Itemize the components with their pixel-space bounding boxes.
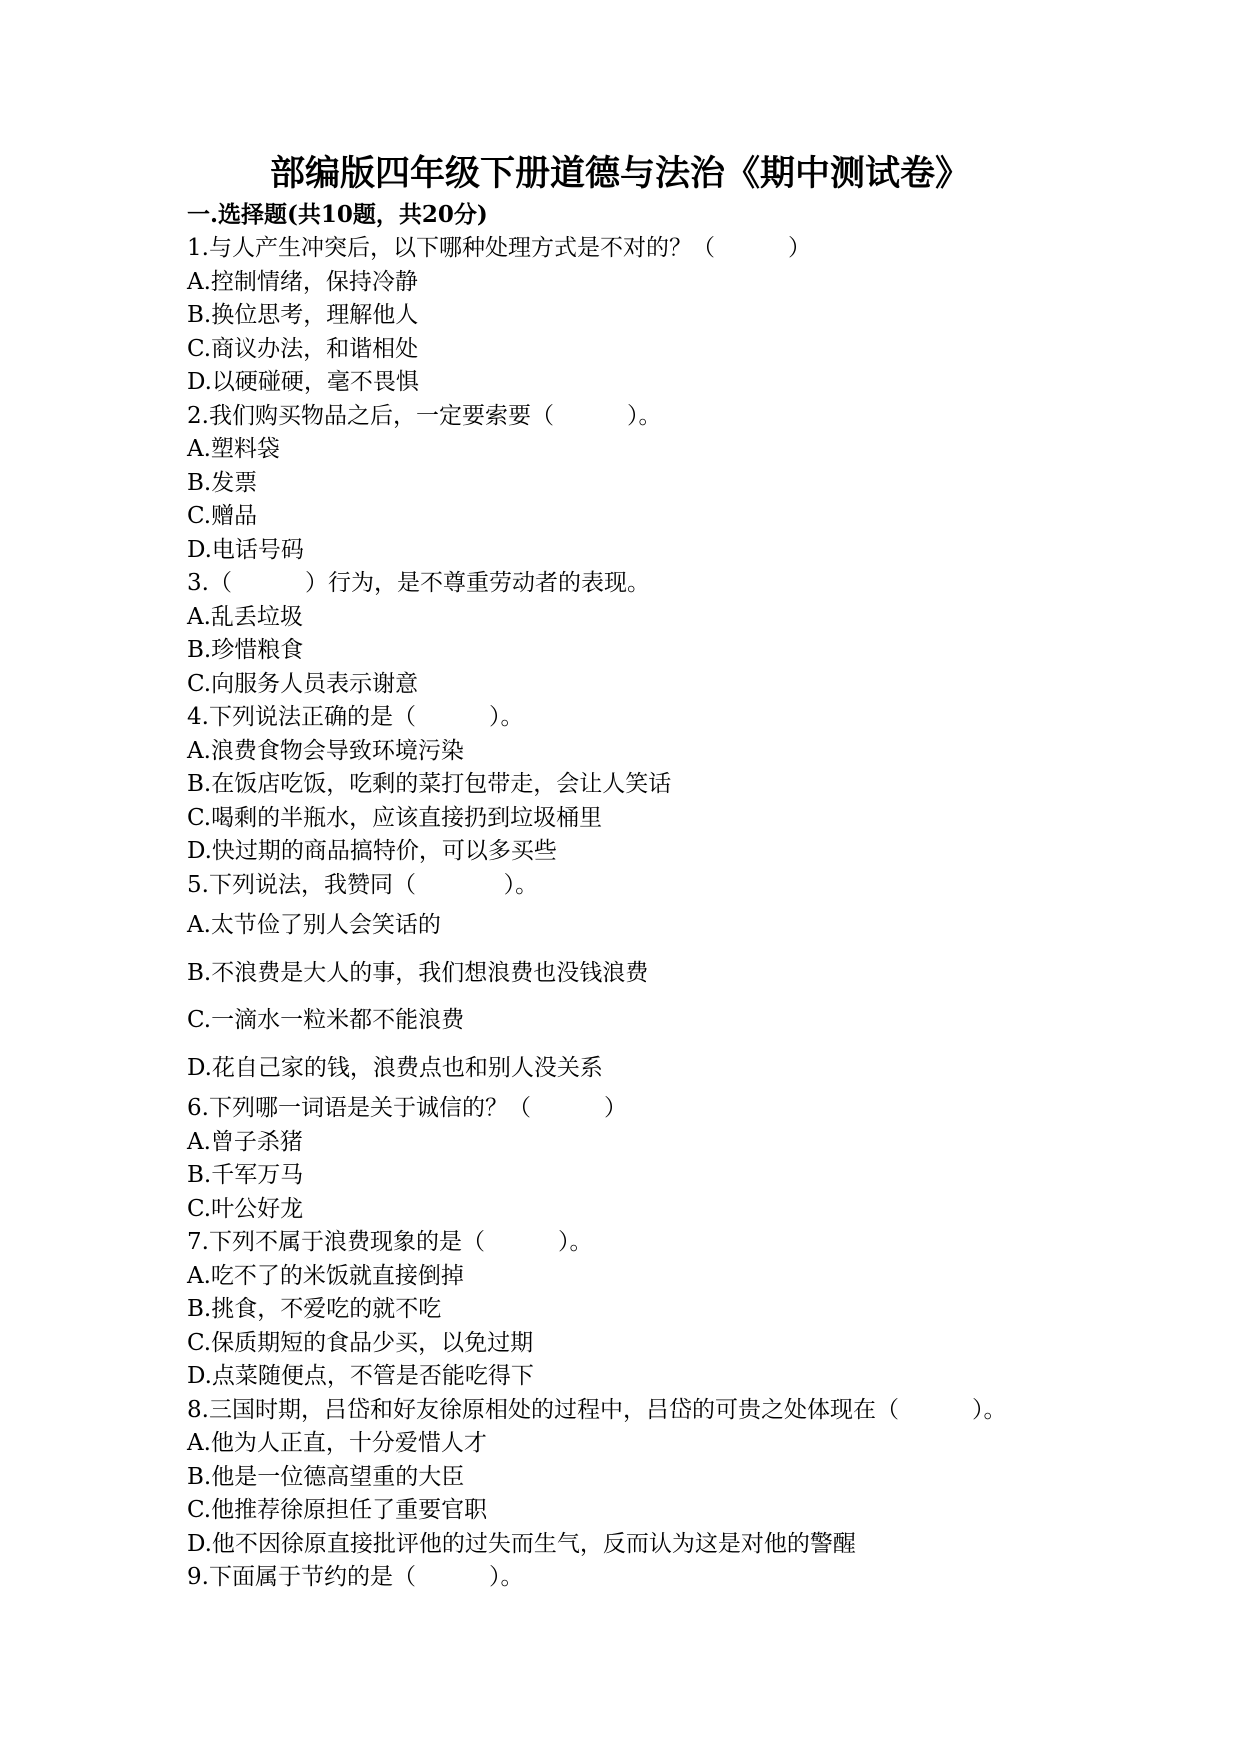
option-d: D.点菜随便点，不管是否能吃得下 [187, 1363, 534, 1389]
question-stem: 8.三国时期，吕岱和好友徐原相处的过程中，吕岱的可贵之处体现在（ ）。 [187, 1396, 1007, 1423]
page-title: 部编版四年级下册道德与法治《期中测试卷》 [269, 153, 970, 194]
section-heading: 一.选择题(共10题，共20分) [187, 201, 488, 228]
option-c: C.一滴水一粒米都不能浪费 [187, 1007, 465, 1033]
question-stem: 9.下面属于节约的是（ ）。 [187, 1564, 524, 1590]
option-a: A.塑料袋 [187, 436, 280, 462]
question-stem: 1.与人产生冲突后，以下哪种处理方式是不对的？（ ） [187, 235, 812, 261]
option-a: A.浪费食物会导致环境污染 [187, 737, 464, 764]
option-b: B.发票 [187, 469, 258, 496]
option-d: D.以硬碰硬，毫不畏惧 [187, 369, 419, 395]
option-a: A.他为人正直，十分爱惜人才 [187, 1430, 487, 1456]
option-c: C.商议办法，和谐相处 [187, 335, 419, 362]
option-a: A.控制情绪，保持冷静 [187, 268, 418, 295]
option-c: C.向服务人员表示谢意 [187, 670, 419, 697]
exam-content [187, 198, 1207, 1595]
option-b: B.千军万马 [187, 1162, 304, 1188]
option-b: B.珍惜粮食 [187, 637, 304, 663]
option-c: C.保质期短的食品少买，以免过期 [187, 1329, 534, 1356]
option-d: D.电话号码 [187, 536, 304, 563]
question-stem: 4.下列说法正确的是（ ）。 [187, 704, 524, 730]
question-stem: 7.下列不属于浪费现象的是（ ）。 [187, 1229, 593, 1255]
option-c: C.他推荐徐原担任了重要官职 [187, 1497, 488, 1523]
question-stem: 6.下列哪一词语是关于诚信的？（ ） [187, 1095, 628, 1121]
option-b: B.换位思考，理解他人 [187, 302, 419, 328]
option-d: D.花自己家的钱，浪费点也和别人没关系 [187, 1054, 603, 1081]
option-d: D.快过期的商品搞特价，可以多买些 [187, 838, 557, 864]
option-c: C.喝剩的半瓶水，应该直接扔到垃圾桶里 [187, 804, 603, 831]
option-a: A.太节俭了别人会笑话的 [187, 912, 441, 938]
option-d: D.他不因徐原直接批评他的过失而生气，反而认为这是对他的警醒 [187, 1530, 856, 1557]
option-c: C.赠品 [187, 503, 258, 529]
option-b: B.不浪费是大人的事，我们想浪费也没钱浪费 [187, 959, 649, 986]
option-a: A.曾子杀猪 [187, 1128, 303, 1155]
question-stem: 5.下列说法，我赞同（ ）。 [187, 871, 539, 898]
option-a: A.吃不了的米饭就直接倒掉 [187, 1262, 464, 1289]
question-stem: 3.（ ）行为，是不尊重劳动者的表现。 [187, 570, 651, 596]
option-b: B.在饭店吃饭，吃剩的菜打包带走，会让人笑话 [187, 771, 672, 797]
option-b: B.他是一位德高望重的大臣 [187, 1463, 465, 1490]
option-b: B.挑食，不爱吃的就不吃 [187, 1296, 442, 1322]
option-c: C.叶公好龙 [187, 1195, 304, 1222]
question-stem: 2.我们购买物品之后，一定要索要（ ）。 [187, 402, 662, 429]
option-a: A.乱丢垃圾 [187, 603, 303, 630]
